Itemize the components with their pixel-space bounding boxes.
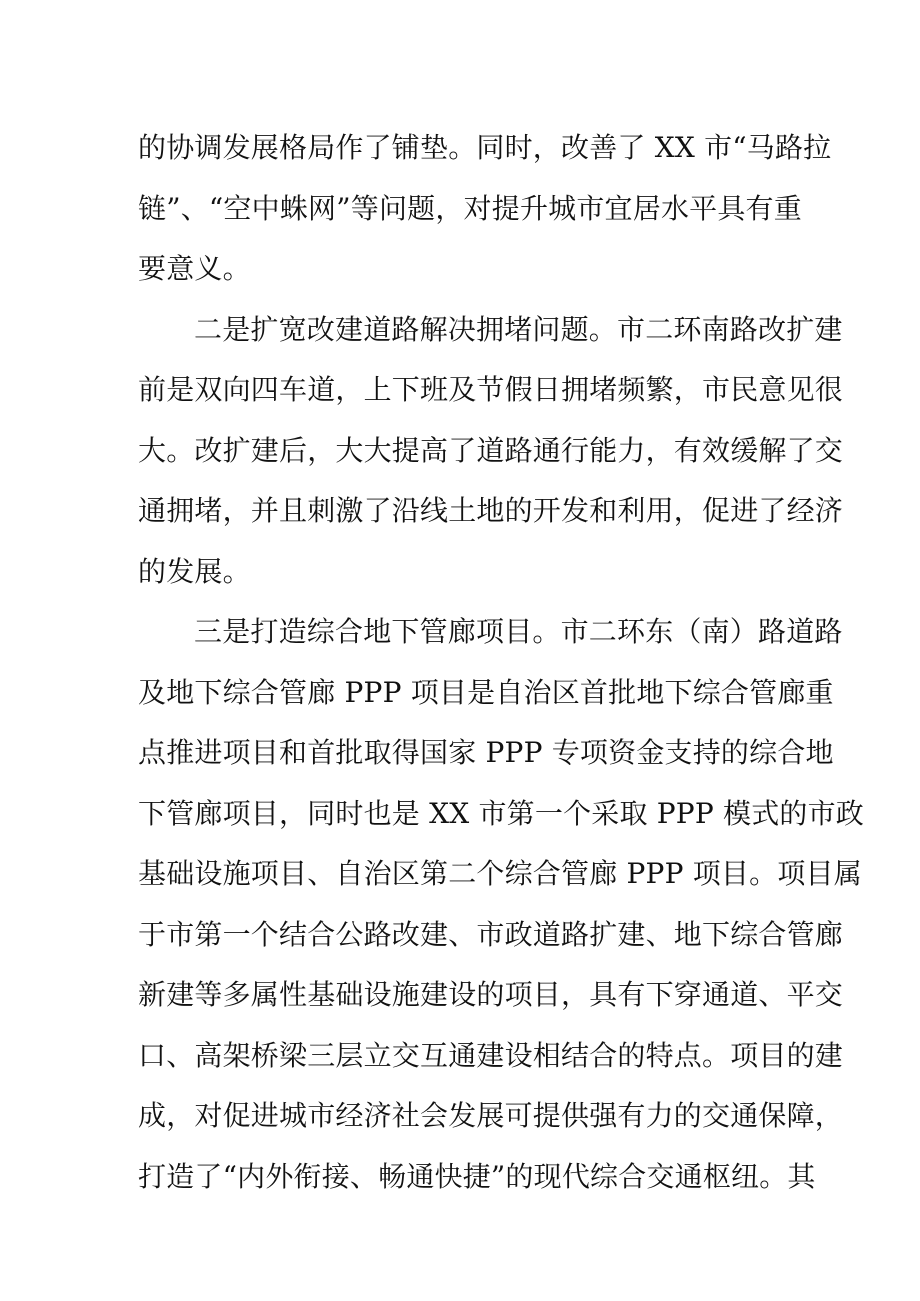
text-line: 下管廊项目，同时也是 XX 市第一个采取 PPP 模式的市政 xyxy=(138,796,864,830)
text-line: 口、高架桥梁三层立交互通建设相结合的特点。项目的建 xyxy=(138,1038,844,1072)
text-line: 成，对促进城市经济社会发展可提供强有力的交通保障， xyxy=(138,1099,844,1132)
text-line: 大。改扩建后，大大提高了道路通行能力，有效缓解了交 xyxy=(138,433,844,467)
paragraph-3 xyxy=(138,602,864,1207)
text-line: 前是双向四车道，上下班及节假日拥堵频繁，市民意见很 xyxy=(138,373,844,406)
text-line: 的发展。 xyxy=(138,554,251,588)
text-line: 于市第一个结合公路改建、市政道路扩建、地下综合管廊 xyxy=(138,917,844,951)
text-line: 要意义。 xyxy=(138,252,251,285)
text-line: 三是打造综合地下管廊项目。市二环东（南）路道路 xyxy=(194,615,843,648)
text-line: 基础设施项目、自治区第二个综合管廊 PPP 项目。项目属 xyxy=(138,857,862,890)
text-line: 点推进项目和首批取得国家 PPP 专项资金支持的综合地 xyxy=(138,736,834,769)
paragraph-1 xyxy=(138,118,832,300)
text-line: 二是扩宽改建道路解决拥堵问题。市二环南路改扩建 xyxy=(194,312,843,346)
text-line: 链”、“空中蛛网”等问题，对提升城市宜居水平具有重 xyxy=(138,191,802,225)
text-line: 打造了“内外衔接、畅通快捷”的现代综合交通枢纽。其 xyxy=(138,1159,816,1193)
text-line: 通拥堵，并且刺激了沿线土地的开发和利用，促进了经济 xyxy=(138,494,844,527)
text-line: 新建等多属性基础设施建设的项目，具有下穿通道、平交 xyxy=(138,978,844,1011)
paragraph-2 xyxy=(138,300,844,603)
document-body xyxy=(138,118,864,1207)
text-line: 及地下综合管廊 PPP 项目是自治区首批地下综合管廊重 xyxy=(138,675,834,709)
text-line: 的协调发展格局作了铺垫。同时，改善了 XX 市“马路拉 xyxy=(138,131,832,164)
